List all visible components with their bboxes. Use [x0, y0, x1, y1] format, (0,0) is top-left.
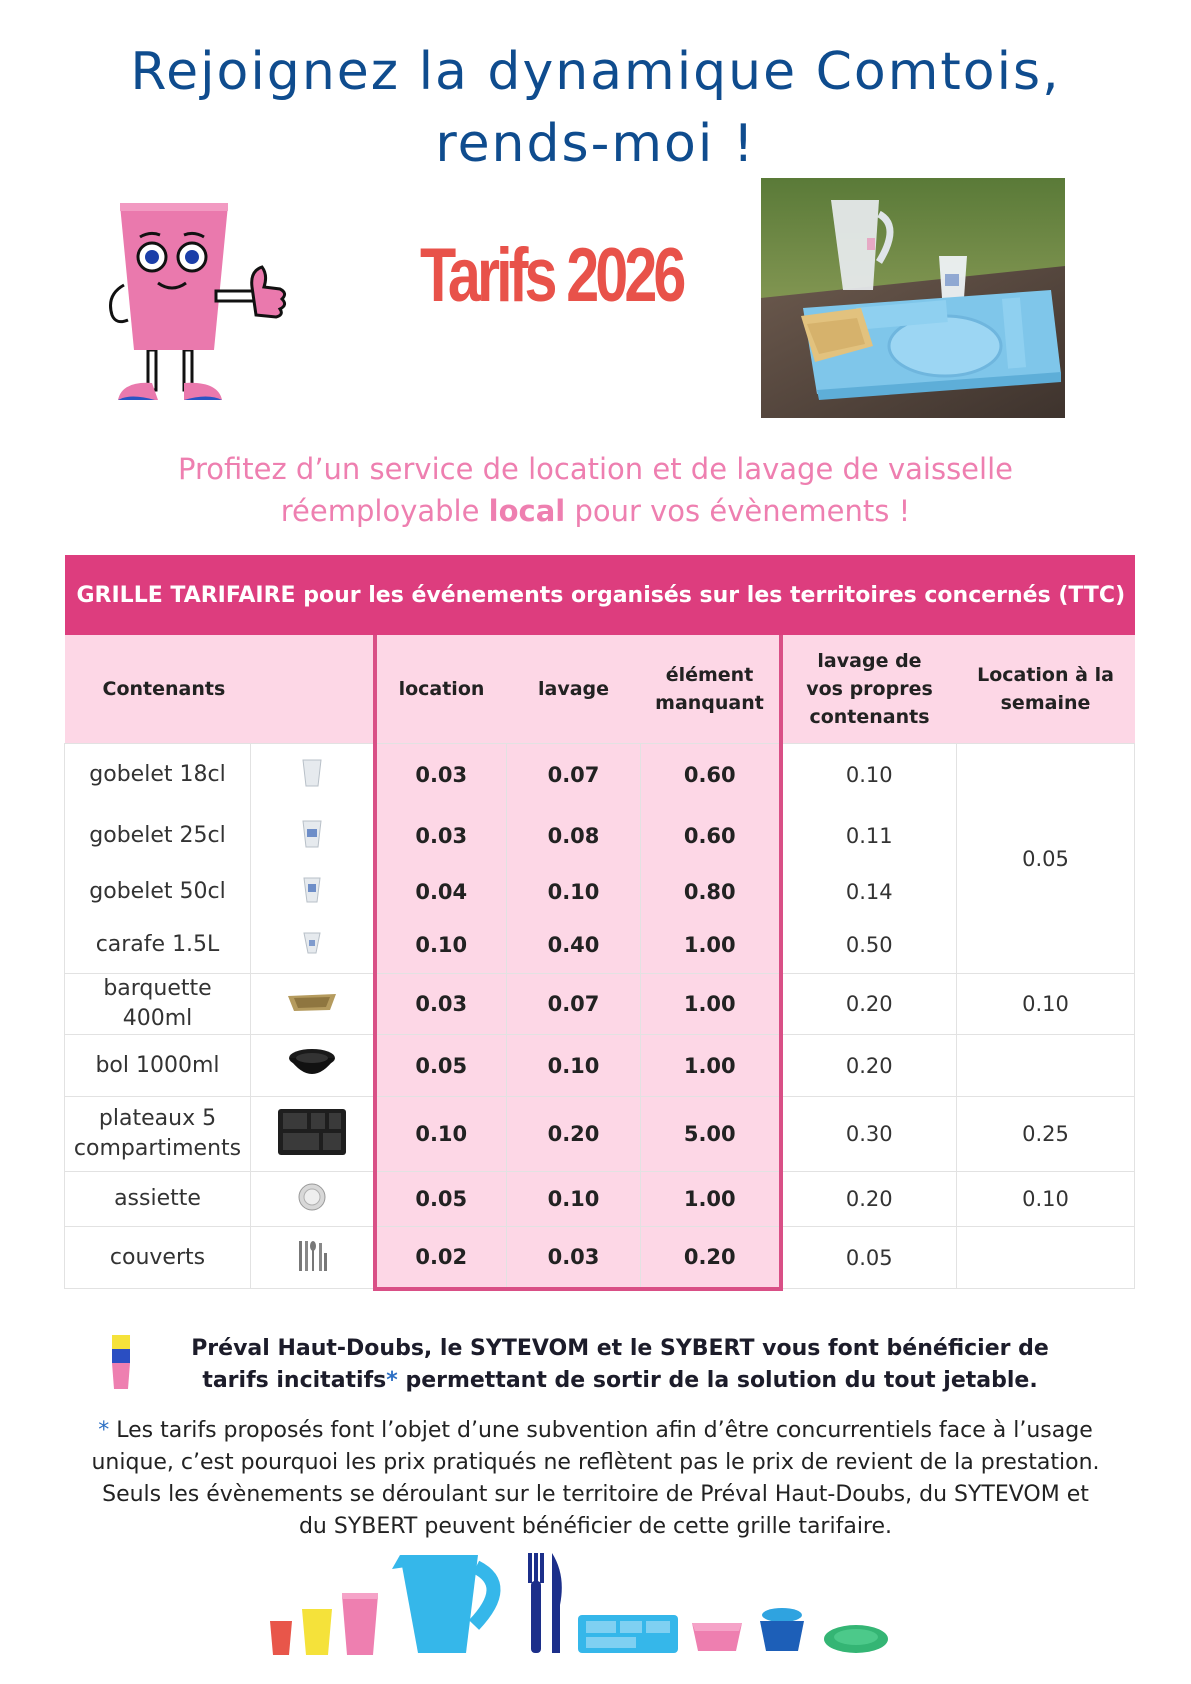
row-propres: 0.30 [781, 1097, 957, 1172]
row-propres: 0.14 [781, 866, 957, 918]
row-manquant: 0.60 [641, 806, 781, 866]
row-lavage: 0.10 [507, 1035, 641, 1097]
intro-line-2-post: pour vos évènements ! [565, 494, 911, 528]
table-row [65, 1227, 1135, 1289]
row-manquant: 0.80 [641, 866, 781, 918]
stacked-cups-icon [110, 1335, 132, 1391]
intro-text [0, 448, 1191, 532]
row-manquant: 1.00 [641, 974, 781, 1035]
row-propres: 0.20 [781, 974, 957, 1035]
row-semaine-assiette: 0.10 [957, 1172, 1135, 1227]
row-manquant: 1.00 [641, 918, 781, 974]
row-lavage: 0.40 [507, 918, 641, 974]
row-location: 0.03 [375, 744, 507, 806]
footnote [50, 1415, 1141, 1543]
col-location: location [375, 635, 507, 744]
row-manquant: 5.00 [641, 1097, 781, 1172]
row-location: 0.10 [375, 918, 507, 974]
row-semaine-empty [957, 1227, 1135, 1289]
row-lavage: 0.07 [507, 974, 641, 1035]
row-propres: 0.05 [781, 1227, 957, 1289]
col-location-semaine: Location à la semaine [957, 635, 1135, 744]
incitatif-post: permettant de sortir de la solution du tout jetable. [397, 1368, 1038, 1393]
table-row [65, 974, 1135, 1035]
row-name: bol 1000ml [65, 1035, 251, 1097]
footnote-line-4: du SYBERT peuvent bénéficier de cette grille tarifaire. [298, 1514, 893, 1539]
row-semaine-plateaux: 0.25 [957, 1097, 1135, 1172]
row-propres: 0.20 [781, 1172, 957, 1227]
row-name: couverts [65, 1227, 251, 1289]
intro-local-bold: local [488, 494, 566, 528]
title-line-1: Rejoignez la dynamique Comtois, [130, 42, 1061, 102]
row-manquant: 0.60 [641, 744, 781, 806]
tray-icon [251, 1097, 375, 1172]
table-row [65, 744, 1135, 806]
row-lavage: 0.07 [507, 744, 641, 806]
incitatif-statement [180, 1333, 1060, 1397]
plate-icon [251, 1172, 375, 1227]
cup-icon [251, 806, 375, 866]
footnote-line-2: unique, c’est pourquoi les prix pratiqués ne reflètent pas le prix de revient de la prestation. [91, 1450, 1100, 1475]
row-lavage: 0.08 [507, 806, 641, 866]
row-semaine-gobelets: 0.05 [957, 744, 1135, 974]
footnote-star: * [98, 1418, 110, 1443]
row-name: barquette 400ml [65, 974, 251, 1035]
col-element-manquant: élément manquant [641, 635, 781, 744]
carafe-icon [251, 918, 375, 974]
row-location: 0.02 [375, 1227, 507, 1289]
row-propres: 0.20 [781, 1035, 957, 1097]
row-name: assiette [65, 1172, 251, 1227]
row-name: gobelet 50cl [65, 866, 251, 918]
incitatif-star: * [386, 1368, 398, 1393]
row-propres: 0.10 [781, 744, 957, 806]
table-heading: GRILLE TARIFAIRE pour les événements organisés sur les territoires concernés (TTC) [65, 555, 1135, 635]
incitatif-line-2 [180, 1365, 1060, 1397]
row-lavage: 0.10 [507, 1172, 641, 1227]
tarifs-heading: Tarifs 2026 [420, 233, 683, 318]
col-lavage: lavage [507, 635, 641, 744]
pricing-table [64, 555, 1135, 1291]
row-location: 0.05 [375, 1172, 507, 1227]
row-name: gobelet 25cl [65, 806, 251, 866]
page-title [0, 36, 1191, 180]
footnote-line-1-text: Les tarifs proposés font l’objet d’une subvention afin d’être concurrentiels face à l’usage [109, 1418, 1093, 1443]
row-manquant: 0.20 [641, 1227, 781, 1289]
tableware-photo [761, 178, 1065, 418]
row-semaine-empty [957, 1035, 1135, 1097]
row-location: 0.10 [375, 1097, 507, 1172]
cup-mascot-illustration [100, 195, 320, 415]
row-manquant: 1.00 [641, 1172, 781, 1227]
footnote-line-3: Seuls les évènements se déroulant sur le territoire de Préval Haut-Doubs, du SYTEVOM et [102, 1482, 1089, 1507]
row-name: carafe 1.5L [65, 918, 251, 974]
row-lavage: 0.10 [507, 866, 641, 918]
tableware-illustration [260, 1545, 920, 1665]
table-heading-row [65, 555, 1135, 635]
table-row [65, 1097, 1135, 1172]
row-semaine-barquette: 0.10 [957, 974, 1135, 1035]
cup-icon [251, 744, 375, 806]
row-lavage: 0.03 [507, 1227, 641, 1289]
bowl-icon [251, 1035, 375, 1097]
row-lavage: 0.20 [507, 1097, 641, 1172]
table-row [65, 1035, 1135, 1097]
barquette-icon [251, 974, 375, 1035]
incitatif-line-1: Préval Haut-Doubs, le SYTEVOM et le SYBERT vous font bénéficier de [191, 1336, 1049, 1361]
row-location: 0.05 [375, 1035, 507, 1097]
intro-line-1: Profitez d’un service de location et de lavage de vaisselle [178, 452, 1013, 486]
row-manquant: 1.00 [641, 1035, 781, 1097]
row-location: 0.03 [375, 806, 507, 866]
row-propres: 0.11 [781, 806, 957, 866]
col-lavage-propres: lavage de vos propres contenants [781, 635, 957, 744]
footnote-line-1 [50, 1415, 1141, 1447]
row-propres: 0.50 [781, 918, 957, 974]
title-line-2: rends-moi ! [435, 114, 756, 174]
intro-line-2-pre: réemployable [280, 494, 489, 528]
row-location: 0.03 [375, 974, 507, 1035]
row-name: gobelet 18cl [65, 744, 251, 806]
row-location: 0.04 [375, 866, 507, 918]
incitatif-pre: tarifs incitatifs [202, 1368, 387, 1393]
table-column-header-row [65, 635, 1135, 744]
table-row [65, 1172, 1135, 1227]
cup-icon [251, 866, 375, 918]
row-name: plateaux 5 compartiments [65, 1097, 251, 1172]
cutlery-icon [251, 1227, 375, 1289]
intro-line-2 [0, 490, 1191, 532]
col-contenants: Contenants [65, 635, 375, 744]
